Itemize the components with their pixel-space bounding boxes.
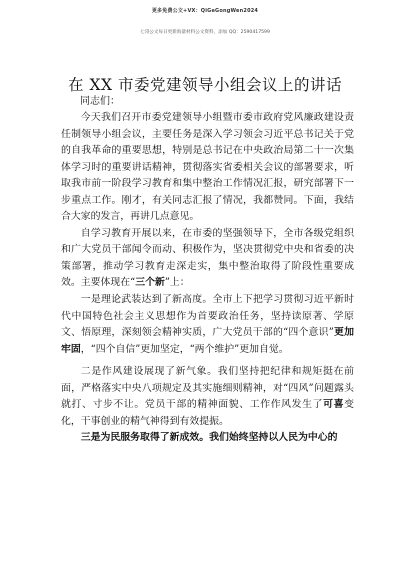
document-title: 在 XX 市委党建领导小组会议上的讲话 [68,76,342,94]
header-note-text: 七哥公文每日更新海量材料公文资料，添加 QQ：2590417599 [140,30,270,35]
theory-emphasis: 更加牢固 [61,327,354,355]
paragraph-achievements-end: ”上： [164,277,190,289]
paragraph-style-end: 变化，干事创业的精气神得到有效提振。 [61,399,354,427]
paragraph-style [61,364,354,430]
document-body [61,110,354,447]
header-promo-text: 更多免费公文+VX：QiGeGongWen2024 [151,8,259,14]
three-new-emphasis: 三个新 [135,277,165,289]
salutation: 同志们： [80,96,120,107]
paragraph-intro: 今天我们召开市委党建领导小组暨市委市政府党风廉政建设责任制领导小组会议，主要任务是深入学习领会习近平总书记关于党的自我革命的重要思想，特别是总书记在中央政治局第二十一次集体学习时的重要讲话精神，贯彻落实省委相关会议的部署要求，听取我市前一阶段学习教育和集中整治工作情况汇报，研究部署下一步重点工作。刚才，有关同志汇报了情况，我都赞同。下面，我结合大家的发言，再讲几点意见。 [61,112,354,223]
paragraph-theory-text: 一是理论武装达到了新高度。全市上下把学习贯彻习近平新时代中国特色社会主义思想作为首要政治任务，坚持读原著、学原文、悟原理，深刻领会精神实质，广大党员干部的“四个意识” [61,294,354,339]
paragraph-theory-end: ，“四个自信”更加坚定，“两个维护”更加自觉。 [80,343,289,355]
paragraph-achievements-text: 自学习教育开展以来，在市委的坚强领导下，全市各级党组织和广大党员干部闻令而动、积极作为，坚决贯彻党中央和省委的决策部署，推动学习教育走深走实，集中整治取得了阶段性重要成效。主要体现在“ [61,227,354,289]
paragraph-theory [61,292,354,358]
paragraph-style-text: 二是作风建设展现了新气象。我们坚持把纪律和规矩挺在前面，严格落实中央八项规定及其实施细则精神，对“四风”问题露头就打、寸步不让。党员干部的精神面貌、工作作风发生了 [61,366,354,411]
paragraph-service: 三是为民服务取得了新成效。我们始终坚持以人民为中心的 [80,432,338,444]
style-emphasis: 可喜 [323,399,345,411]
paragraph-achievements [61,226,354,292]
